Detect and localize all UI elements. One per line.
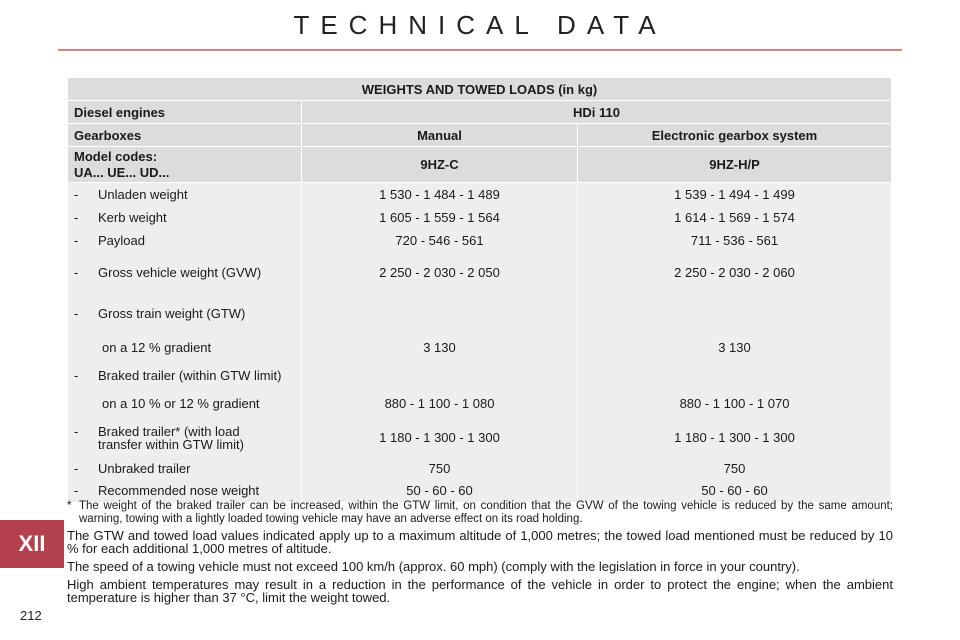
gearbox-manual: Manual (302, 124, 578, 147)
chapter-tab (0, 520, 64, 568)
model-codes-label-line1: Model codes: (74, 148, 158, 164)
row-label-text: Unladen weight (98, 186, 188, 202)
row-label-text: on a 10 % or 12 % gradient (102, 396, 260, 411)
row-label (68, 418, 302, 458)
row-value-electronic: 1 614 - 1 569 - 1 574 (578, 206, 892, 229)
row-label-text: Recommended nose weight (98, 483, 260, 498)
model-codes-label-line2: UA... UE... UD... (74, 164, 170, 180)
row-label-lines (98, 425, 244, 451)
title-divider (58, 49, 902, 51)
row-label-wrap (74, 425, 295, 451)
row-value-electronic: 2 250 - 2 030 - 2 060 (578, 252, 892, 294)
row-value-electronic (578, 294, 892, 334)
row-value-manual: 1 530 - 1 484 - 1 489 (302, 183, 578, 206)
table-title: WEIGHTS AND TOWED LOADS (in kg) (68, 78, 892, 101)
row-label-text: Kerb weight (98, 209, 167, 225)
row-label (68, 294, 302, 334)
row-label (68, 334, 302, 362)
engine-value: HDi 110 (302, 101, 892, 124)
paragraph-speed: The speed of a towing vehicle must not exceed 100 km/h (approx. 60 mph) (comply with the legislation in force in your country). (67, 559, 800, 574)
gearbox-row (68, 124, 892, 147)
row-label (68, 458, 302, 480)
row-label (68, 252, 302, 294)
row-dash: - (74, 186, 79, 202)
row-dash: - (74, 483, 79, 498)
row-value-manual: 2 250 - 2 030 - 2 050 (302, 252, 578, 294)
table-title-row (68, 78, 892, 101)
body-text (67, 529, 893, 609)
model-code-manual: 9HZ-C (302, 147, 578, 183)
row-dash: - (74, 265, 79, 280)
row-value-electronic: 1 539 - 1 494 - 1 499 (578, 183, 892, 206)
table-row (68, 294, 892, 334)
table-row (68, 480, 892, 502)
row-value-electronic: 1 180 - 1 300 - 1 300 (578, 418, 892, 458)
row-label-text-line1: Braked trailer* (with load (98, 423, 240, 439)
gearbox-label: Gearboxes (68, 124, 302, 147)
table-row (68, 252, 892, 294)
row-value-manual: 3 130 (302, 334, 578, 362)
footnote-marker: * (67, 500, 72, 512)
table-row (68, 418, 892, 458)
row-label-text: Gross vehicle weight (GVW) (98, 265, 262, 280)
row-label-text: Unbraked trailer (98, 461, 191, 476)
row-value-manual: 1 605 - 1 559 - 1 564 (302, 206, 578, 229)
row-label (68, 206, 302, 229)
row-label (68, 390, 302, 418)
row-label (68, 229, 302, 252)
footnote-text: The weight of the braked trailer can be increased, within the GTW limit, on condition that the GVW of the towing vehicle is reduced by the same amount; warning, towing with a lightly loaded towing vehicle may have an adverse effect on its road holding. (79, 500, 893, 525)
model-codes-label (68, 147, 302, 183)
table-row (68, 206, 892, 229)
row-value-electronic: 750 (578, 458, 892, 480)
row-dash: - (74, 306, 79, 321)
row-label-text: Gross train weight (GTW) (98, 306, 246, 321)
row-value-electronic: 3 130 (578, 334, 892, 362)
row-label (68, 480, 302, 502)
model-codes-row (68, 147, 892, 183)
gearbox-electronic: Electronic gearbox system (578, 124, 892, 147)
paragraph-temperature: High ambient temperatures may result in a reduction in the performance of the vehicle in order to protect the engine; when the ambient temperature is higher than 37 °C, limit the weight towed. (67, 577, 893, 605)
model-code-electronic: 9HZ-H/P (578, 147, 892, 183)
row-dash: - (74, 423, 79, 439)
row-value-manual: 720 - 546 - 561 (302, 229, 578, 252)
table-row (68, 183, 892, 206)
chapter-label: XII (18, 531, 46, 556)
page-title: TECHNICAL DATA (293, 10, 667, 40)
row-value-manual: 750 (302, 458, 578, 480)
row-label-text: Payload (98, 232, 145, 248)
row-value-electronic: 50 - 60 - 60 (578, 480, 892, 502)
row-value-manual (302, 362, 578, 390)
row-dash: - (74, 232, 79, 248)
row-dash: - (74, 461, 79, 476)
table-row (68, 390, 892, 418)
row-label-text: on a 12 % gradient (102, 340, 212, 355)
row-label-text: Braked trailer (within GTW limit) (98, 368, 282, 383)
row-label (68, 362, 302, 390)
row-value-electronic: 880 - 1 100 - 1 070 (578, 390, 892, 418)
footnote (67, 500, 893, 526)
row-value-electronic: 711 - 536 - 561 (578, 229, 892, 252)
row-value-manual: 880 - 1 100 - 1 080 (302, 390, 578, 418)
paragraph-altitude: The GTW and towed load values indicated apply up to a maximum altitude of 1,000 metres; the towed load mentioned must be reduced by 10 % for each additional 1,000 metres of altitude. (67, 528, 893, 556)
row-value-electronic (578, 362, 892, 390)
row-label-text-line2: transfer within GTW limit) (98, 436, 244, 452)
engine-row (68, 101, 892, 124)
page-number: 212 (20, 608, 42, 623)
table-row (68, 334, 892, 362)
row-value-manual (302, 294, 578, 334)
row-label (68, 183, 302, 206)
table-row (68, 229, 892, 252)
table-row (68, 362, 892, 390)
row-dash: - (74, 209, 79, 225)
engine-label: Diesel engines (68, 101, 302, 124)
table-row (68, 458, 892, 480)
row-value-manual: 1 180 - 1 300 - 1 300 (302, 418, 578, 458)
row-dash: - (74, 368, 79, 383)
row-value-manual: 50 - 60 - 60 (302, 480, 578, 502)
weights-table (67, 77, 892, 502)
